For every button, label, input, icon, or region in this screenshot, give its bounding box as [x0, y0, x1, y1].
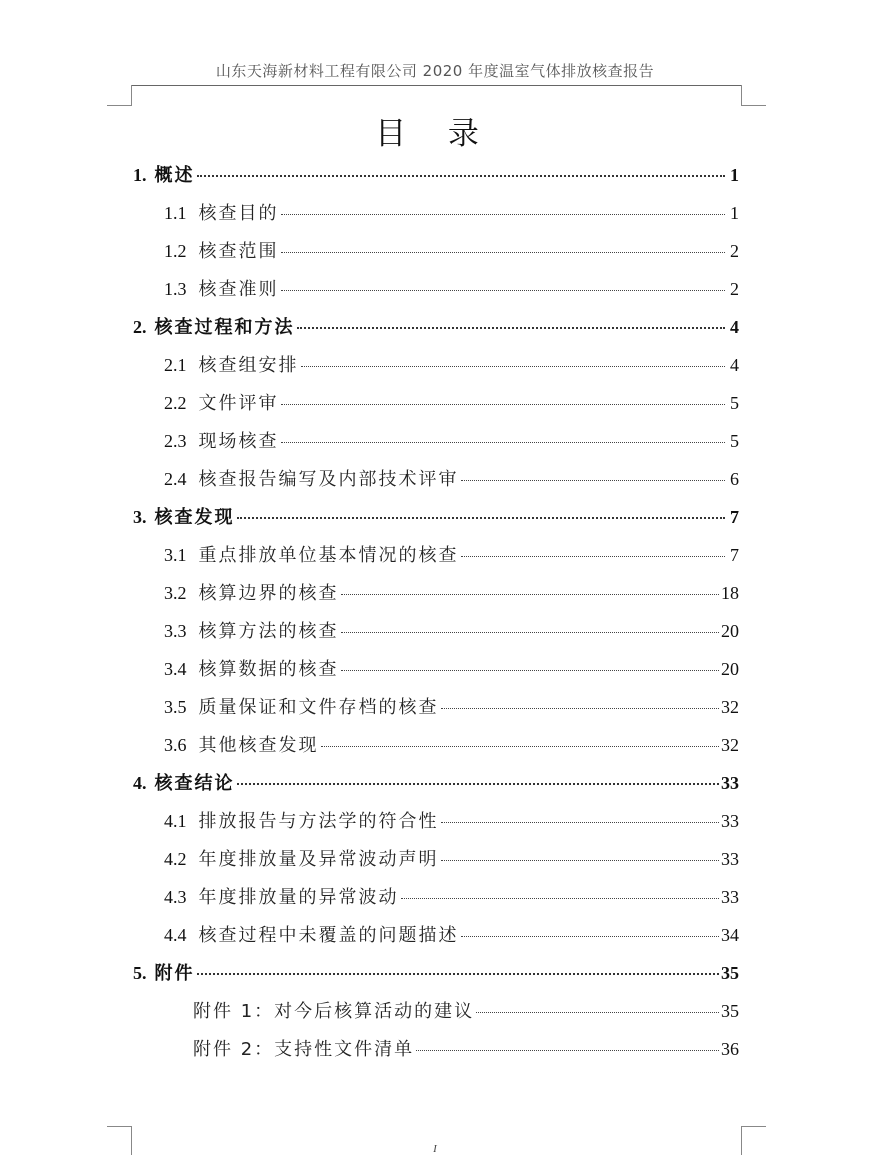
- toc-section-row[interactable]: [164, 270, 739, 308]
- toc-entry-title: 年度排放量的异常波动: [198, 887, 399, 908]
- toc-chapter-row[interactable]: [133, 498, 739, 536]
- toc-entry-title: 重点排放单位基本情况的核查: [198, 545, 459, 566]
- toc-dot-leader: [341, 670, 720, 671]
- toc-dot-leader: [341, 632, 720, 633]
- toc-entry-title: 概述: [154, 165, 195, 186]
- toc-entry-page: 5: [730, 431, 739, 451]
- toc-entry-page: 7: [730, 507, 739, 527]
- toc-entry-number: 3.: [133, 507, 147, 527]
- toc-entry-title: 年度排放量及异常波动声明: [198, 849, 439, 870]
- toc-entry-page: 33: [721, 849, 739, 869]
- toc-entry-number: 3.3: [164, 621, 187, 641]
- toc-dot-leader: [476, 1012, 719, 1013]
- toc-dot-leader: [416, 1050, 719, 1051]
- toc-dot-leader: [297, 327, 726, 329]
- toc-entry-page: 7: [730, 545, 739, 565]
- toc-section-row[interactable]: [164, 840, 739, 878]
- toc-entry-title: 核查报告编写及内部技术评审: [198, 469, 459, 490]
- toc-entry-title: 附件 1：对今后核算活动的建议: [193, 1001, 475, 1022]
- toc-dot-leader: [237, 517, 726, 519]
- toc-chapter-row[interactable]: [133, 764, 739, 802]
- toc-entry-page: 32: [721, 735, 739, 755]
- toc-entry-page: 20: [721, 659, 739, 679]
- toc-dot-leader: [197, 973, 720, 975]
- toc-entry-number: 1.2: [164, 241, 187, 261]
- toc-entry-page: 33: [721, 887, 739, 907]
- toc-dot-leader: [281, 252, 726, 253]
- toc-entry-number: 3.2: [164, 583, 187, 603]
- toc-entry-title: 核查目的: [198, 203, 279, 224]
- toc-section-row[interactable]: [164, 232, 739, 270]
- toc-entry-title: 核查过程和方法: [154, 317, 295, 338]
- toc-dot-leader: [281, 290, 726, 291]
- toc-entry-page: 5: [730, 393, 739, 413]
- toc-dot-leader: [341, 594, 720, 595]
- toc-section-row[interactable]: [193, 1030, 739, 1068]
- toc-entry-page: 33: [721, 811, 739, 831]
- toc-section-row[interactable]: [164, 612, 739, 650]
- toc-entry-title: 核查准则: [198, 279, 279, 300]
- toc-entry-title: 核查结论: [154, 773, 235, 794]
- toc-dot-leader: [321, 746, 720, 747]
- header-rule: [131, 85, 742, 86]
- toc-entry-number: 3.6: [164, 735, 187, 755]
- toc-entry-number: 4.1: [164, 811, 187, 831]
- toc-section-row[interactable]: [164, 726, 739, 764]
- toc-dot-leader: [441, 822, 720, 823]
- toc-title: 目 录: [375, 116, 495, 152]
- toc-entry-page: 35: [721, 1001, 739, 1021]
- toc-chapter-row[interactable]: [133, 308, 739, 346]
- toc-section-row[interactable]: [164, 422, 739, 460]
- toc-dot-leader: [281, 442, 726, 443]
- toc-entry-number: 4.3: [164, 887, 187, 907]
- toc-dot-leader: [237, 783, 720, 785]
- toc-dot-leader: [461, 480, 726, 481]
- toc-entry-number: 1.: [133, 165, 147, 185]
- toc-entry-number: 4.4: [164, 925, 187, 945]
- toc-entry-number: 2.2: [164, 393, 187, 413]
- toc-entry-title: 排放报告与方法学的符合性: [198, 811, 439, 832]
- toc-entry-title: 核查过程中未覆盖的问题描述: [198, 925, 459, 946]
- toc-entry-number: 5.: [133, 963, 147, 983]
- toc-entry-page: 1: [730, 165, 739, 185]
- toc-entry-page: 4: [730, 355, 739, 375]
- toc-entry-page: 33: [721, 773, 739, 793]
- toc-entry-title: 附件: [154, 963, 195, 984]
- toc-entry-number: 3.4: [164, 659, 187, 679]
- toc-dot-leader: [281, 214, 726, 215]
- toc-entry-page: 35: [721, 963, 739, 983]
- toc-entry-number: 4.2: [164, 849, 187, 869]
- toc-section-row[interactable]: [164, 346, 739, 384]
- toc-entry-title: 其他核查发现: [198, 735, 319, 756]
- toc-section-row[interactable]: [164, 650, 739, 688]
- toc-entry-title: 附件 2：支持性文件清单: [193, 1039, 415, 1060]
- toc-section-row[interactable]: [164, 688, 739, 726]
- running-header: 山东天海新材料工程有限公司 2020 年度温室气体排放核查报告: [215, 62, 655, 80]
- toc-entry-title: 文件评审: [198, 393, 279, 414]
- toc-entry-page: 2: [730, 241, 739, 261]
- toc-dot-leader: [281, 404, 726, 405]
- toc-entry-number: 2.: [133, 317, 147, 337]
- toc-section-row[interactable]: [164, 574, 739, 612]
- toc-section-row[interactable]: [164, 460, 739, 498]
- toc-dot-leader: [197, 175, 726, 177]
- toc-section-row[interactable]: [164, 916, 739, 954]
- toc-entry-page: 36: [721, 1039, 739, 1059]
- page-number: I: [433, 1143, 437, 1155]
- toc-entry-page: 4: [730, 317, 739, 337]
- toc-dot-leader: [461, 556, 726, 557]
- toc-entry-page: 20: [721, 621, 739, 641]
- toc-section-row[interactable]: [164, 194, 739, 232]
- toc-dot-leader: [461, 936, 720, 937]
- toc-section-row[interactable]: [164, 536, 739, 574]
- toc-dot-leader: [401, 898, 720, 899]
- toc-dot-leader: [441, 860, 720, 861]
- toc-chapter-row[interactable]: [133, 954, 739, 992]
- toc-section-row[interactable]: [164, 384, 739, 422]
- toc-entry-title: 核算数据的核查: [198, 659, 339, 680]
- toc-entry-number: 2.1: [164, 355, 187, 375]
- crop-mark-top-left: [107, 85, 132, 106]
- toc-entry-title: 现场核查: [198, 431, 279, 452]
- toc-entry-number: 1.1: [164, 203, 187, 223]
- toc-chapter-row[interactable]: [133, 156, 739, 194]
- toc-entry-title: 核查范围: [198, 241, 279, 262]
- toc-section-row[interactable]: [193, 992, 739, 1030]
- toc-section-row[interactable]: [164, 802, 739, 840]
- toc-entry-page: 18: [721, 583, 739, 603]
- crop-mark-top-right: [741, 85, 766, 106]
- toc-section-row[interactable]: [164, 878, 739, 916]
- toc-entry-title: 核查组安排: [198, 355, 299, 376]
- toc-entry-page: 6: [730, 469, 739, 489]
- toc-dot-leader: [441, 708, 720, 709]
- toc-entry-title: 核算方法的核查: [198, 621, 339, 642]
- toc-entry-title: 质量保证和文件存档的核查: [198, 697, 439, 718]
- toc-entry-number: 2.3: [164, 431, 187, 451]
- toc-entry-number: 3.5: [164, 697, 187, 717]
- toc-entry-page: 34: [721, 925, 739, 945]
- toc-entry-number: 2.4: [164, 469, 187, 489]
- toc-entry-number: 3.1: [164, 545, 187, 565]
- toc-entry-title: 核查发现: [154, 507, 235, 528]
- toc-entry-page: 2: [730, 279, 739, 299]
- toc-entry-page: 1: [730, 203, 739, 223]
- toc-dot-leader: [301, 366, 726, 367]
- toc-entry-page: 32: [721, 697, 739, 717]
- toc-entry-number: 4.: [133, 773, 147, 793]
- toc-entry-number: 1.3: [164, 279, 187, 299]
- toc-entry-title: 核算边界的核查: [198, 583, 339, 604]
